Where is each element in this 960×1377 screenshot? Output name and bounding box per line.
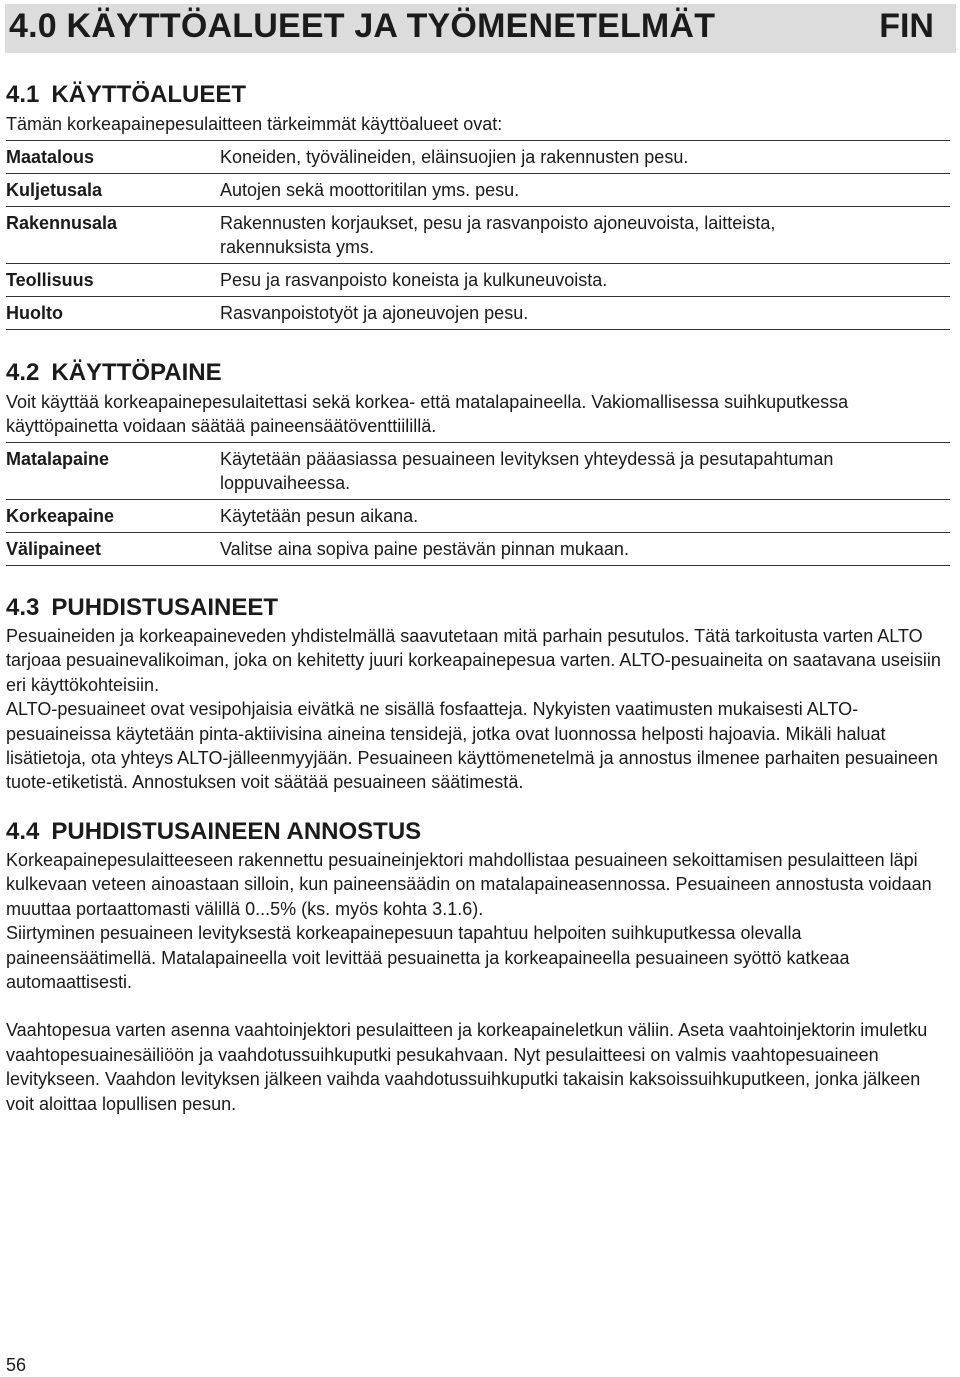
section-heading: KÄYTTÖALUEET	[51, 81, 247, 108]
chapter-header	[5, 4, 956, 53]
section-number: 4.3	[6, 594, 40, 621]
section-title	[6, 81, 950, 109]
section-number: 4.2	[6, 359, 40, 386]
term-description: Valitse aina sopiva paine pestävän pinnan mukaan.	[220, 539, 629, 559]
term-label: Kuljetusala	[6, 180, 103, 200]
term-description: Rakennusten korjaukset, pesu ja rasvanpoisto ajoneuvoista, laitteista, rakennuksista yms.	[220, 213, 776, 257]
term-description: Rasvanpoistotyöt ja ajoneuvojen pesu.	[220, 303, 529, 323]
term-description: Koneiden, työvälineiden, eläinsuojien ja rakennusten pesu.	[220, 147, 689, 167]
table-row	[6, 533, 950, 566]
paragraph: Korkeapainepesulaitteeseen rakennettu pesuaineinjektori mahdollistaa pesuaineen sekoittamisen pesulaitteen läpi kulkevaan veteen ainoastaan silloin, kun paineensäädin on matalapaineasennossa. Pesuaineen annostusta voidaan muuttaa portaattomasti välillä 0...5% (ks. myös kohta 3.1.6).	[6, 850, 932, 919]
paragraph: Pesuaineiden ja korkeapaineveden yhdistelmällä saavutetaan mitä parhain pesutulos. Tätä tarkoitusta varten ALTO tarjoaa pesuainevalikoiman, joka on kehitetty juuri korkeapainepesua varten. ALTO-pesuaineita on saatavana useisiin eri käyttökohteisiin.	[6, 626, 941, 695]
section-title	[6, 818, 950, 846]
section-heading: KÄYTTÖPAINE	[51, 359, 222, 386]
section-title	[6, 359, 950, 387]
term-description: Käytetään pääasiassa pesuaineen levityksen yhteydessä ja pesutapahtuman loppuvaiheessa.	[220, 449, 834, 493]
usage-areas-table	[6, 140, 950, 330]
term-label: Välipaineet	[6, 539, 102, 559]
section-puhdistusaineen-annostus	[6, 818, 950, 1116]
section-kayttopaine	[6, 359, 950, 566]
term-description: Autojen sekä moottoritilan yms. pesu.	[220, 180, 520, 200]
term-label: Huolto	[6, 303, 63, 323]
table-row	[6, 264, 950, 297]
table-row	[6, 443, 950, 500]
page-number: 56	[6, 1355, 27, 1375]
term-description: Käytetään pesun aikana.	[220, 506, 419, 526]
pressure-table	[6, 442, 950, 566]
section-number: 4.4	[6, 818, 40, 845]
section-intro: Tämän korkeapainepesulaitteen tärkeimmät käyttöalueet ovat:	[6, 114, 503, 134]
term-description: Pesu ja rasvanpoisto koneista ja kulkuneuvoista.	[220, 270, 608, 290]
table-row	[6, 174, 950, 207]
paragraph: ALTO-pesuaineet ovat vesipohjaisia eivätkä ne sisällä fosfaatteja. Nykyisten vaatimusten mukaisesti ALTO-pesuaineissa käytetään pinta-aktiivisina aineina tensidejä, jotka ovat luonnossa helposti hajoavia. Mikäli haluat lisätietoja, ota yhteys ALTO-jälleenmyyjään. Pesuaineen käyttömenetelmä ja annostus ilmenee parhaiten pesuaineen tuote-etiketistä. Annostuksen voit säätää pesuaineen säätimestä.	[6, 699, 938, 793]
term-label: Maatalous	[6, 147, 95, 167]
language-code: FIN	[879, 7, 934, 45]
term-label: Matalapaine	[6, 449, 110, 469]
section-kayttoalueet	[6, 81, 950, 330]
section-heading: PUHDISTUSAINEET	[51, 594, 279, 621]
chapter-title: 4.0 KÄYTTÖALUEET JA TYÖMENETELMÄT	[9, 7, 716, 45]
paragraph: Vaahtopesua varten asenna vaahtoinjektori pesulaitteen ja korkeapaineletkun väliin. Aseta vaahtoinjektorin imuletku vaahtopesuainesäiliöön ja vaahdotussuihkuputki pesukahvaan. Nyt pesulaitteesi on valmis vaahtopesuaineen levitykseen. Vaahdon levityksen jälkeen vaihda vaahdotussuihkuputki takaisin kaksoissuihkuputkeen, jonka jälkeen voit aloittaa lopullisen pesun.	[6, 1020, 928, 1114]
table-row	[6, 297, 950, 330]
section-intro: Voit käyttää korkeapainepesulaitettasi sekä korkea- että matalapaineella. Vakiomallisessa suihkuputkessa käyttöpainetta voidaan säätää paineensäätöventtiilillä.	[6, 392, 849, 436]
section-number: 4.1	[6, 81, 40, 108]
section-heading: PUHDISTUSAINEEN ANNOSTUS	[51, 818, 422, 845]
paragraph: Siirtyminen pesuaineen levityksestä korkeapainepesuun tapahtuu helpoiten suihkuputkessa olevalla paineensäätimellä. Matalapaineella voit levittää pesuainetta ja korkeapaineella pesuaineen syöttö katkeaa automaattisesti.	[6, 923, 850, 993]
table-row	[6, 141, 950, 174]
term-label: Teollisuus	[6, 270, 94, 290]
term-label: Korkeapaine	[6, 506, 115, 526]
term-label: Rakennusala	[6, 213, 118, 233]
table-row	[6, 207, 950, 264]
section-puhdistusaineet	[6, 594, 950, 795]
table-row	[6, 500, 950, 533]
section-title	[6, 594, 950, 622]
